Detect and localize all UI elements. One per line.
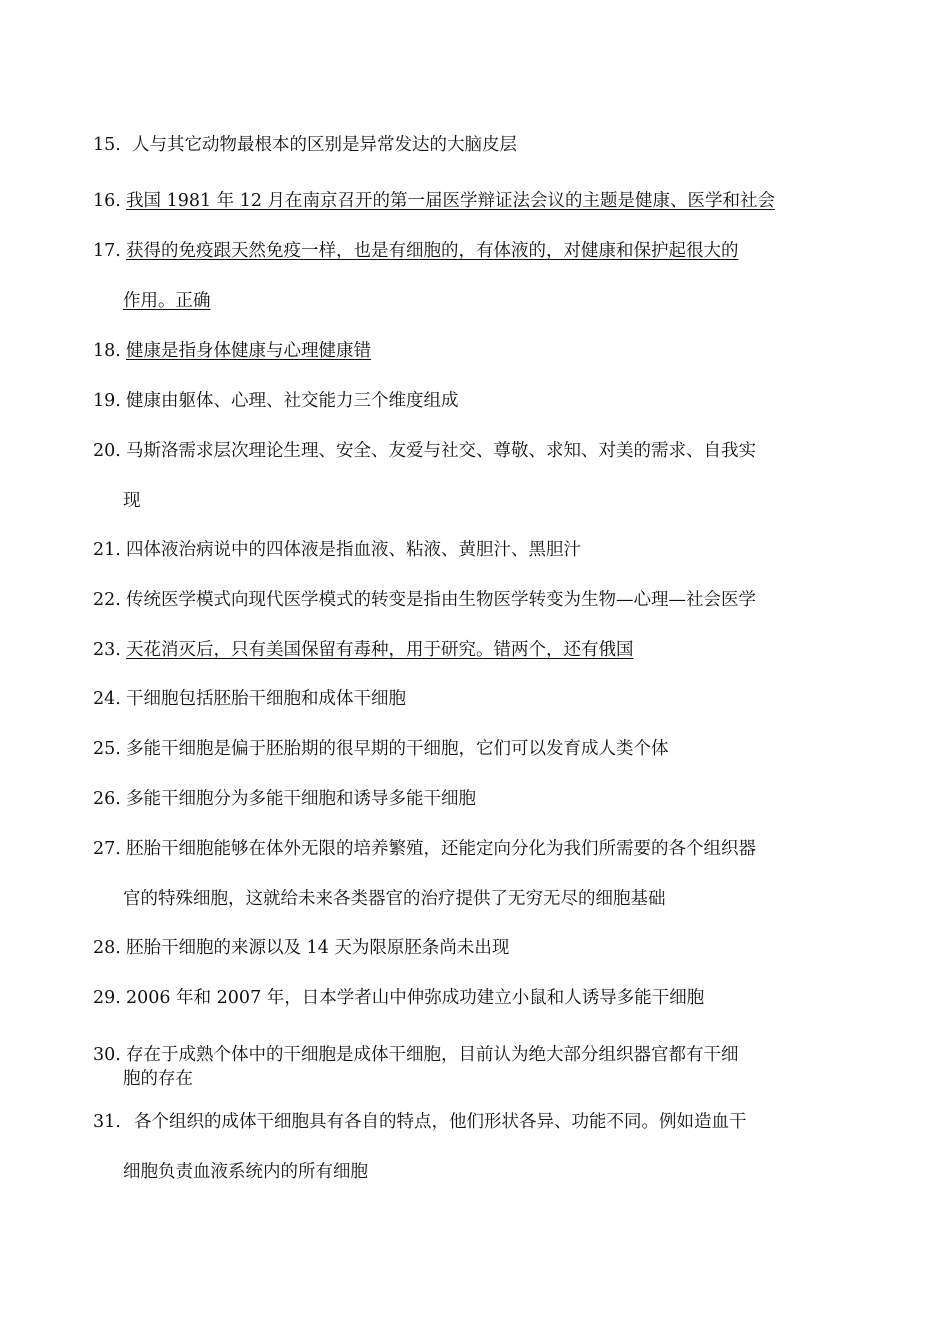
list-item-29 bbox=[93, 973, 863, 1023]
item-number: 30. bbox=[93, 1045, 121, 1065]
list-item-20 bbox=[93, 426, 863, 526]
item-number: 23. bbox=[93, 640, 121, 660]
list-item-16 bbox=[93, 176, 863, 226]
item-text: 干细胞包括胚胎干细胞和成体干细胞 bbox=[126, 689, 406, 709]
item-text-line1: 各个组织的成体干细胞具有各自的特点，他们形状各异、功能不同。例如造血干 bbox=[134, 1112, 747, 1132]
item-number: 19. bbox=[93, 391, 121, 411]
item-text: 多能干细胞是偏于胚胎期的很早期的干细胞，它们可以发育成人类个体 bbox=[126, 739, 669, 759]
item-number: 15. bbox=[93, 135, 121, 155]
item-text-line2: 作用。正确 bbox=[123, 291, 211, 311]
item-number: 27. bbox=[93, 839, 121, 859]
list-item-19 bbox=[93, 376, 863, 426]
item-text-line2: 胞的存在 bbox=[123, 1069, 193, 1089]
item-text: 人与其它动物最根本的区别是异常发达的大脑皮层 bbox=[132, 135, 517, 155]
item-text-line2: 现 bbox=[123, 491, 141, 511]
item-text: 健康是指身体健康与心理健康错 bbox=[126, 341, 371, 361]
item-text: 传统医学模式向现代医学模式的转变是指由生物医学转变为生物—心理—社会医学 bbox=[126, 590, 756, 610]
list-item-26 bbox=[93, 774, 863, 824]
item-text-line1: 存在于成熟个体中的干细胞是成体干细胞，目前认为绝大部分组织器官都有干细 bbox=[126, 1045, 739, 1065]
list-item-15 bbox=[93, 120, 863, 170]
item-text: 胚胎干细胞的来源以及 14 天为限原胚条尚未出现 bbox=[126, 938, 510, 958]
list-item-23 bbox=[93, 625, 863, 675]
item-text: 天花消灭后，只有美国保留有毒种，用于研究。错两个，还有俄国 bbox=[126, 640, 634, 660]
item-text-line2: 官的特殊细胞，这就给未来各类器官的治疗提供了无穷无尽的细胞基础 bbox=[123, 889, 666, 909]
item-number: 17. bbox=[93, 241, 121, 261]
item-text: 健康由躯体、心理、社交能力三个维度组成 bbox=[126, 391, 459, 411]
item-text: 四体液治病说中的四体液是指血液、粘液、黄胆汁、黑胆汁 bbox=[126, 540, 581, 560]
item-text-line1: 胚胎干细胞能够在体外无限的培养繁殖，还能定向分化为我们所需要的各个组织器 bbox=[126, 839, 756, 859]
item-number: 24. bbox=[93, 689, 121, 709]
list-item-31 bbox=[93, 1097, 863, 1197]
item-text: 多能干细胞分为多能干细胞和诱导多能干细胞 bbox=[126, 789, 476, 809]
item-text-line1: 马斯洛需求层次理论生理、安全、友爱与社交、尊敬、求知、对美的需求、自我实 bbox=[126, 441, 756, 461]
list-item-18 bbox=[93, 326, 863, 376]
item-text-line2: 细胞负责血液系统内的所有细胞 bbox=[123, 1162, 368, 1182]
list-item-17 bbox=[93, 226, 863, 326]
item-number: 29. bbox=[93, 988, 121, 1008]
list-item-28 bbox=[93, 923, 863, 973]
list-item-22 bbox=[93, 575, 863, 625]
item-number: 18. bbox=[93, 341, 121, 361]
list-item-30 bbox=[93, 1043, 863, 1091]
item-number: 31. bbox=[93, 1112, 121, 1132]
item-text: 我国 1981 年 12 月在南京召开的第一届医学辩证法会议的主题是健康、医学和社会 bbox=[126, 191, 776, 211]
item-number: 25. bbox=[93, 739, 121, 759]
item-number: 16. bbox=[93, 191, 121, 211]
item-text-line1: 获得的免疫跟天然免疫一样，也是有细胞的，有体液的，对健康和保护起很大的 bbox=[126, 241, 739, 261]
item-number: 26. bbox=[93, 789, 121, 809]
list-item-21 bbox=[93, 525, 863, 575]
list-item-25 bbox=[93, 724, 863, 774]
list-item-24 bbox=[93, 674, 863, 724]
list-item-27 bbox=[93, 824, 863, 924]
item-text: 2006 年和 2007 年，日本学者山中伸弥成功建立小鼠和人诱导多能干细胞 bbox=[126, 988, 705, 1008]
item-number: 21. bbox=[93, 540, 121, 560]
item-number: 20. bbox=[93, 441, 121, 461]
item-number: 28. bbox=[93, 938, 121, 958]
item-number: 22. bbox=[93, 590, 121, 610]
